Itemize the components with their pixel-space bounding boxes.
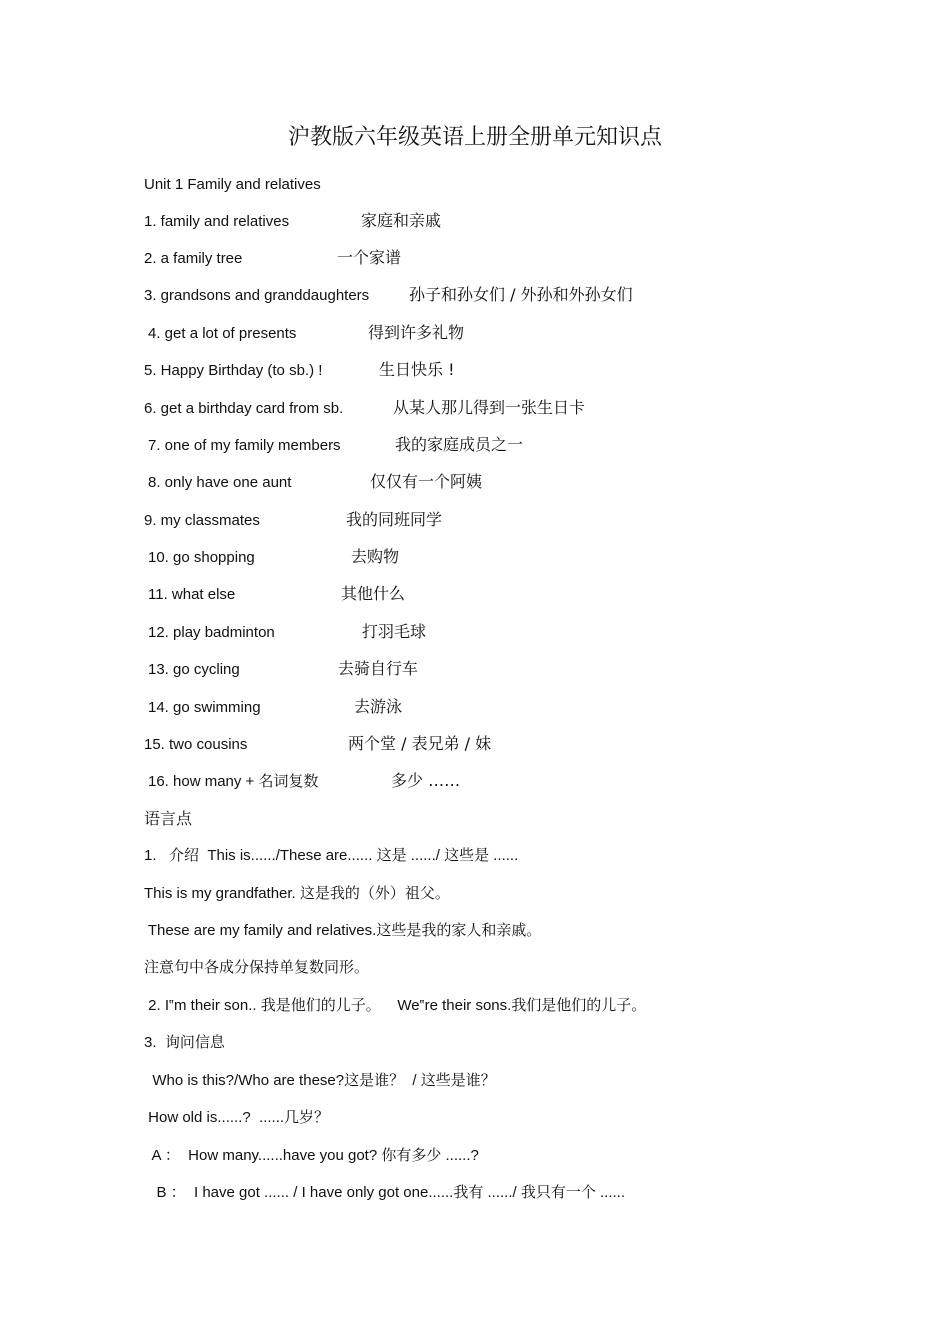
vocab-chinese: 打羽毛球 (362, 622, 427, 641)
vocab-english: 9. my classmates (144, 512, 260, 529)
language-point-line: 3. 询问信息 (144, 1034, 225, 1051)
vocab-english: 15. two cousins (144, 736, 248, 753)
vocab-chinese: 从某人那儿得到一张生日卡 (393, 398, 586, 417)
language-point-line: This is my grandfather. 这是我的（外）祖父。 (144, 885, 450, 902)
vocab-chinese: 去游泳 (354, 697, 403, 716)
vocab-chinese: 生日快乐 ! (379, 360, 455, 379)
vocab-english: 14. go swimming (148, 699, 261, 716)
language-point-line: 注意句中各成分保持单复数同形。 (144, 959, 370, 976)
vocab-chinese: 孙子和孙女们 / 外孙和外孙女们 (409, 285, 633, 304)
vocab-english: 8. only have one aunt (148, 474, 292, 491)
vocab-chinese: 仅仅有一个阿姨 (370, 472, 483, 491)
page-title: 沪教版六年级英语上册全册单元知识点 (287, 125, 662, 150)
unit-heading: Unit 1 Family and relatives (144, 176, 321, 193)
vocab-chinese: 两个堂 / 表兄弟 / 妹 (348, 734, 492, 753)
vocab-english: 11. what else (148, 586, 236, 603)
vocab-english: 12. play badminton (148, 624, 275, 641)
vocab-english: 10. go shopping (148, 549, 255, 566)
vocab-english: 4. get a lot of presents (148, 325, 297, 342)
vocab-chinese: 去骑自行车 (338, 659, 419, 678)
vocab-english: 7. one of my family members (148, 437, 341, 454)
language-point-line: 1. 介绍 This is....../These are...... 这是 ....../ 这些是 ...... (144, 847, 519, 864)
vocab-chinese: 得到许多礼物 (368, 323, 465, 342)
vocab-english: 3. grandsons and granddaughters (144, 287, 370, 304)
vocab-english: 1. family and relatives (144, 213, 290, 230)
vocab-english: 6. get a birthday card from sb. (144, 400, 344, 417)
vocab-chinese: 我的家庭成员之一 (395, 435, 524, 454)
language-point-line: 2. I‟m their son.. 我是他们的儿子。 We‟re their sons.我们是他们的儿子。 (144, 997, 647, 1014)
vocab-chinese: 其他什么 (341, 584, 406, 603)
vocab-english: 2. a family tree (144, 250, 243, 267)
vocab-english: 13. go cycling (148, 661, 240, 678)
language-point-line: Who is this?/Who are these?这是谁？ / 这些是谁？ (144, 1072, 496, 1089)
vocab-chinese: 家庭和亲戚 (361, 211, 442, 230)
language-point-line: How old is......? ......几岁？ (144, 1109, 330, 1126)
language-point-line: These are my family and relatives.这些是我的家人和亲戚。 (144, 922, 542, 939)
vocab-chinese: 一个家谱 (337, 248, 402, 267)
language-point-line: B ： I have got ...... / I have only got one......我有 ....../ 我只有一个 ...... (144, 1184, 626, 1201)
section-heading: 语言点 (144, 809, 193, 828)
language-point-line: A ： How many......have you got? 你有多少 ......? (144, 1147, 479, 1164)
vocab-chinese: 多少 …… (391, 771, 461, 790)
vocab-english: 5. Happy Birthday (to sb.) ! (144, 362, 323, 379)
vocab-english: 16. how many + 名词复数 (148, 773, 319, 790)
vocab-chinese: 我的同班同学 (346, 510, 443, 529)
vocab-chinese: 去购物 (351, 547, 400, 566)
